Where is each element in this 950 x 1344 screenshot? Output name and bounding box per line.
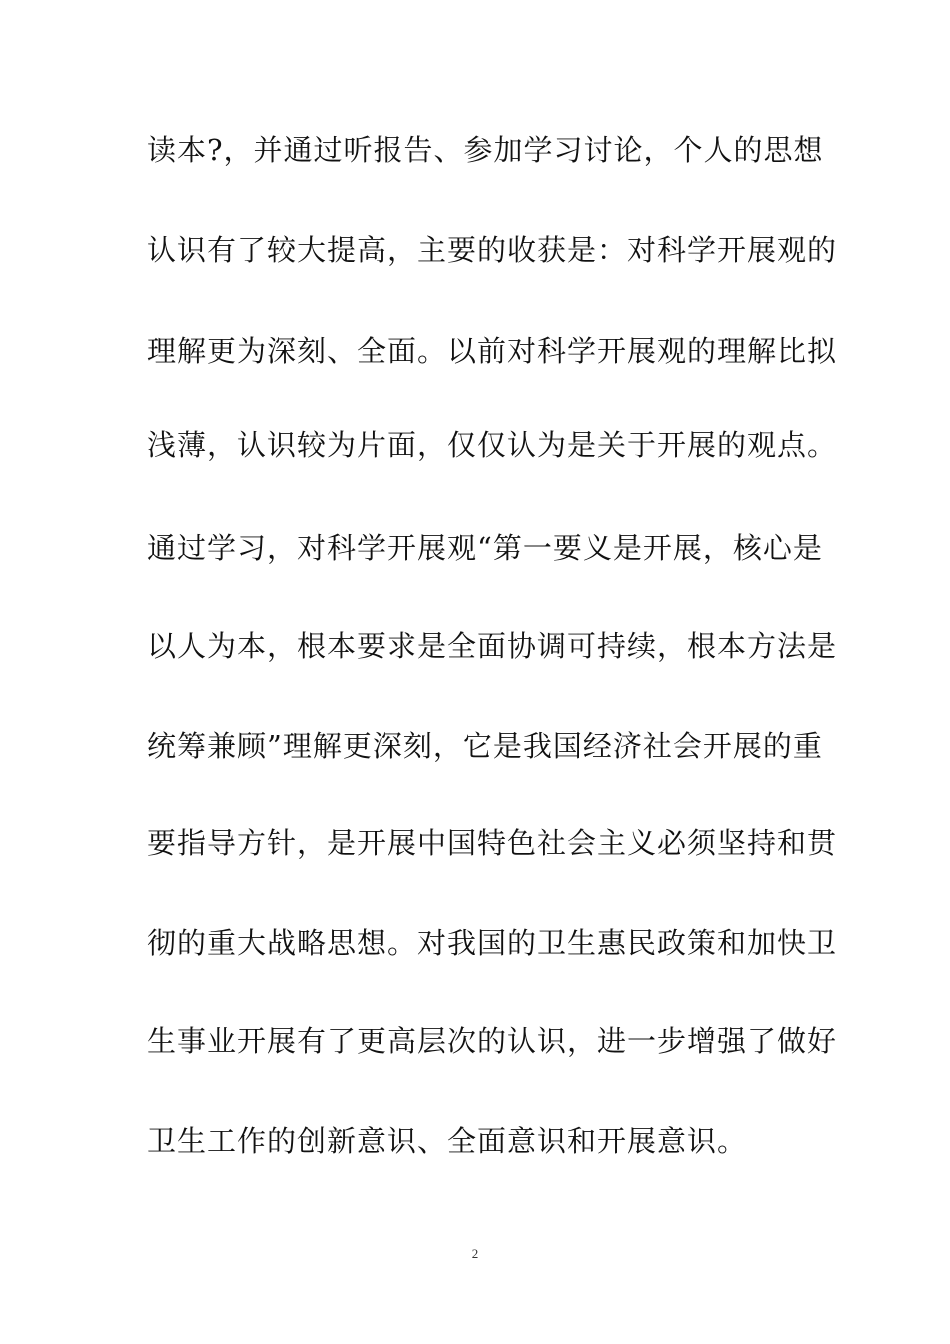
paragraph-line: 认识有了较大提高，主要的收获是：对科学开展观的 (147, 233, 838, 267)
paragraph-line: 彻的重大战略思想。对我国的卫生惠民政策和加快卫 (147, 926, 838, 960)
page-number: 2 (471, 1246, 479, 1261)
paragraph-line: 读本?，并通过听报告、参加学习讨论，个人的思想 (147, 133, 824, 167)
paragraph-line: 浅薄，认识较为片面，仅仅认为是关于开展的观点。 (147, 428, 838, 462)
paragraph-line: 生事业开展有了更高层次的认识，进一步增强了做好 (147, 1024, 838, 1058)
paragraph-line: 通过学习，对科学开展观“第一要义是开展，核心是 (147, 531, 823, 565)
paragraph-line: 理解更为深刻、全面。以前对科学开展观的理解比拟 (147, 334, 838, 368)
paragraph-line: 要指导方针，是开展中国特色社会主义必须坚持和贯 (147, 826, 838, 860)
paragraph-line: 以人为本，根本要求是全面协调可持续，根本方法是 (147, 629, 838, 663)
paragraph-line: 统筹兼顾”理解更深刻，它是我国经济社会开展的重 (147, 729, 823, 763)
paragraph-line-last: 卫生工作的创新意识、全面意识和开展意识。 (147, 1124, 748, 1158)
